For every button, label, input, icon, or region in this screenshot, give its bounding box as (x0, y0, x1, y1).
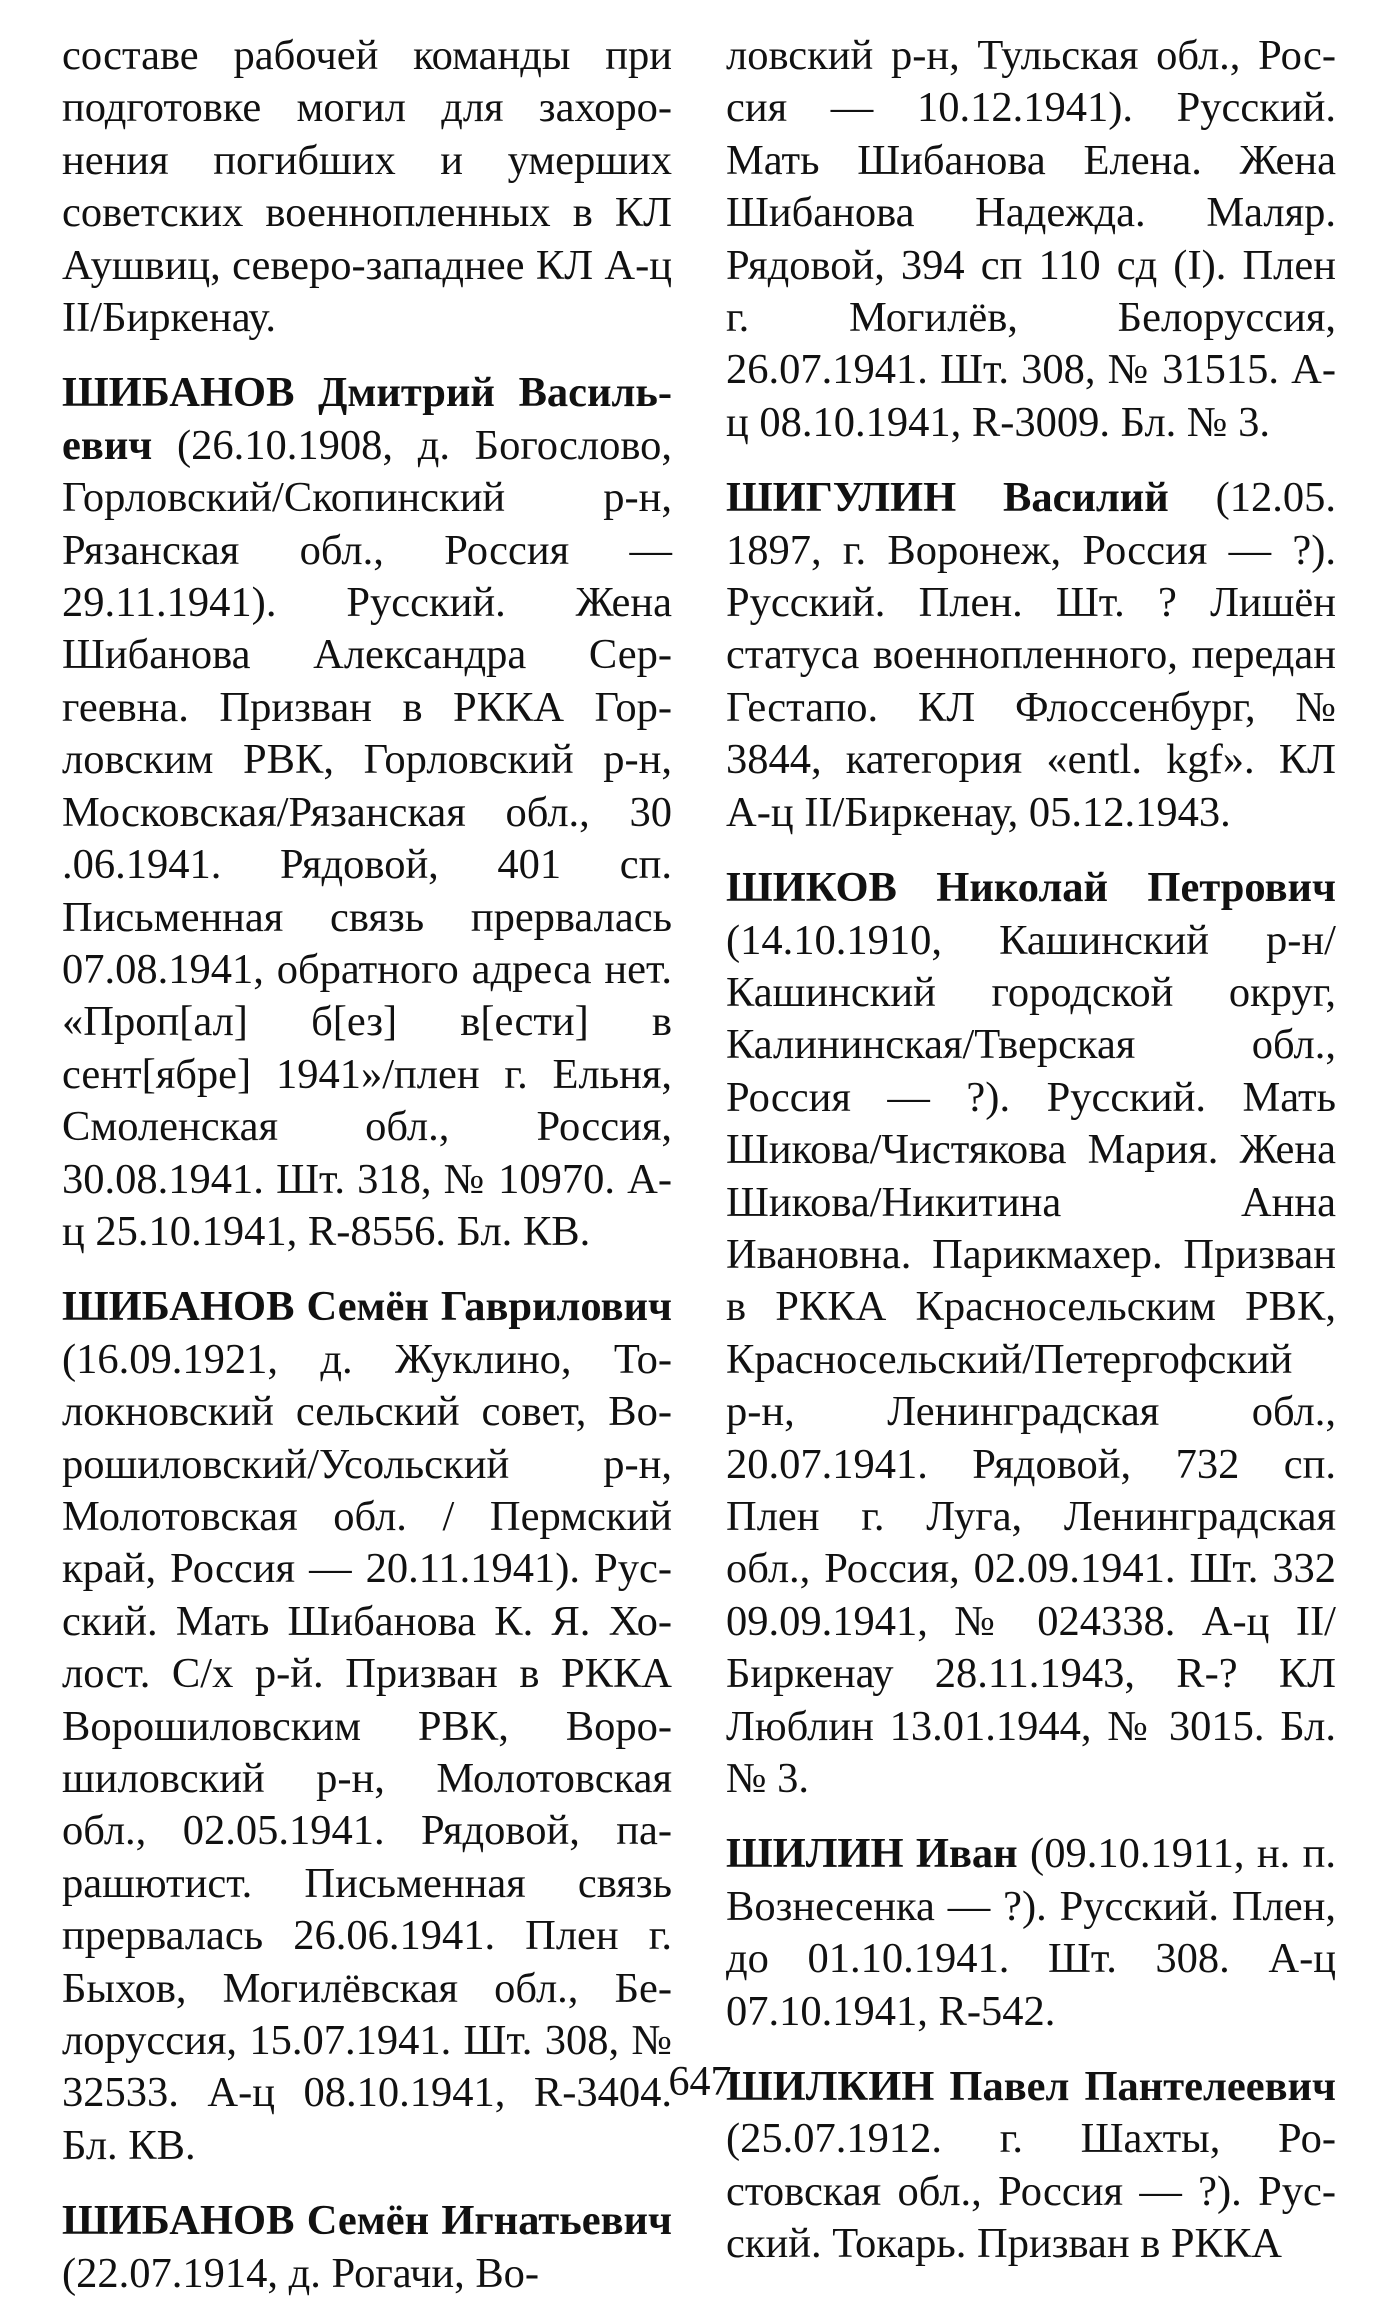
entry-text: (26.10.1908, д. Богослово, Горловский/Скопинский р-н, Рязанская обл., Россия — 29.11.1941). Русский. Жена Шибанова Александра Сергеевна. Призван в РККА Горловским РВК, Горловский р-н, Московская/Рязанская обл., 30 .06.1941. Рядовой, 401 сп. Письменная связь прервалась 07.08.1941, обратного адреса нет. «Проп[ал] б[ез] в[ести] в сент[ябре] 1941»/плен г. Ельня, Смоленская обл., Россия, 30.08.1941. Шт. 318, № 10970. А-ц 25.10.1941, R-8556. Бл. КВ. (62, 421, 672, 1255)
entry-text: (16.09.1921, д. Жуклино, Толокновский сельский совет, Ворошиловский/Усольский р-н, Молотовская обл. / Пермский край, Россия — 20.11.1941). Русский. Мать Шибанова К. Я. Холост. С/х р-й. Призван в РККА Ворошиловским РВК, Ворошиловский р-н, Молотовская обл., 02.05.1941. Рядовой, парашютист. Письменная связь прервалась 26.06.1941. Плен г. Быхов, Могилёвская обл., Белоруссия, 15.07.1941. Шт. 308, № 32533. А-ц 08.10.1941, R-3404. Бл. КВ. (62, 1335, 672, 2169)
entry-name: ШИБАНОВ Дмитрий Васильевич (62, 369, 672, 469)
entry-text: (14.10.1910, Кашинский р-н/ Кашинский городской округ, Калининская/Тверская обл., Россия — ?). Русский. Мать Шикова/Чистякова Мария. Жена Шикова/Никитина Анна Ивановна. Парикмахер. Призван в РККА Красносельским РВК, Красносельский/Петергофский р-н, Ленинградская обл., 20.07.1941. Рядовой, 732 сп. Плен г. Луга, Ленинградская обл., Россия, 02.09.1941. Шт. 332 09.09.1941, № 024338. А-ц II/Биркенау 28.11.1943, R-? КЛ Люблин 13.01.1944, № 3015. Бл. № 3. (726, 916, 1336, 1802)
entry-text: (09.10.1911, н. п. Вознесенка — ?). Русский. Плен, до 01.10.1941. Шт. 308. А-ц 07.10.1941, R-542. (726, 1830, 1336, 2035)
entry-name: ШИЛКИН Павел Пантелеевич (726, 2063, 1336, 2111)
continued-entry-text: составе рабочей команды при подготовке могил для захоронения погибших и умерших советских военнопленных в КЛ Аушвиц, северо-западнее КЛ А-ц II/Биркенау. (62, 32, 672, 342)
left-column (62, 30, 672, 2323)
page-number: 647 (668, 2059, 732, 2105)
entry-text: (25.07.1912. г. Шахты, Ростовская обл., Россия — ?). Русский. Токарь. Призван в РККА (726, 2115, 1336, 2268)
biography-entry (726, 862, 1336, 1805)
entry-name: ШИЛИН Иван (726, 1830, 1018, 1878)
biography-entry (62, 367, 672, 1258)
entry-text: (12.05. 1897, г. Воронеж, Россия — ?). Русский. Плен. Шт. ? Лишён статуса военнопленного, передан Гестапо. КЛ Флоссенбург, № 3844, категория «entl. kgf». КЛ А-ц II/Биркенау, 05.12.1943. (726, 474, 1336, 836)
entry-name: ШИГУЛИН Василий (726, 474, 1169, 522)
entry-name: ШИБАНОВ Семён Гаврилович (62, 1283, 672, 1331)
biography-entry (62, 2195, 672, 2300)
continued-entry-text: ловский р-н, Тульская обл., Россия — 10.12.1941). Русский. Мать Шибанова Елена. Жена Шибанова Надежда. Маляр. Рядовой, 394 сп 110 сд (I). Плен г. Могилёв, Белоруссия, 26.07.1941. Шт. 308, № 31515. А-ц 08.10.1941, R-3009. Бл. № 3. (726, 32, 1336, 446)
entry-name: ШИКОВ Николай Петрович (726, 864, 1336, 912)
biography-entry (726, 472, 1336, 839)
entry-text: (22.07.1914, д. Рогачи, Во- (62, 2249, 540, 2297)
biography-entry (726, 1828, 1336, 2038)
entry-name: ШИБАНОВ Семён Игнатьевич (62, 2197, 672, 2245)
right-column (726, 30, 1336, 2294)
biography-entry (62, 1281, 672, 2172)
